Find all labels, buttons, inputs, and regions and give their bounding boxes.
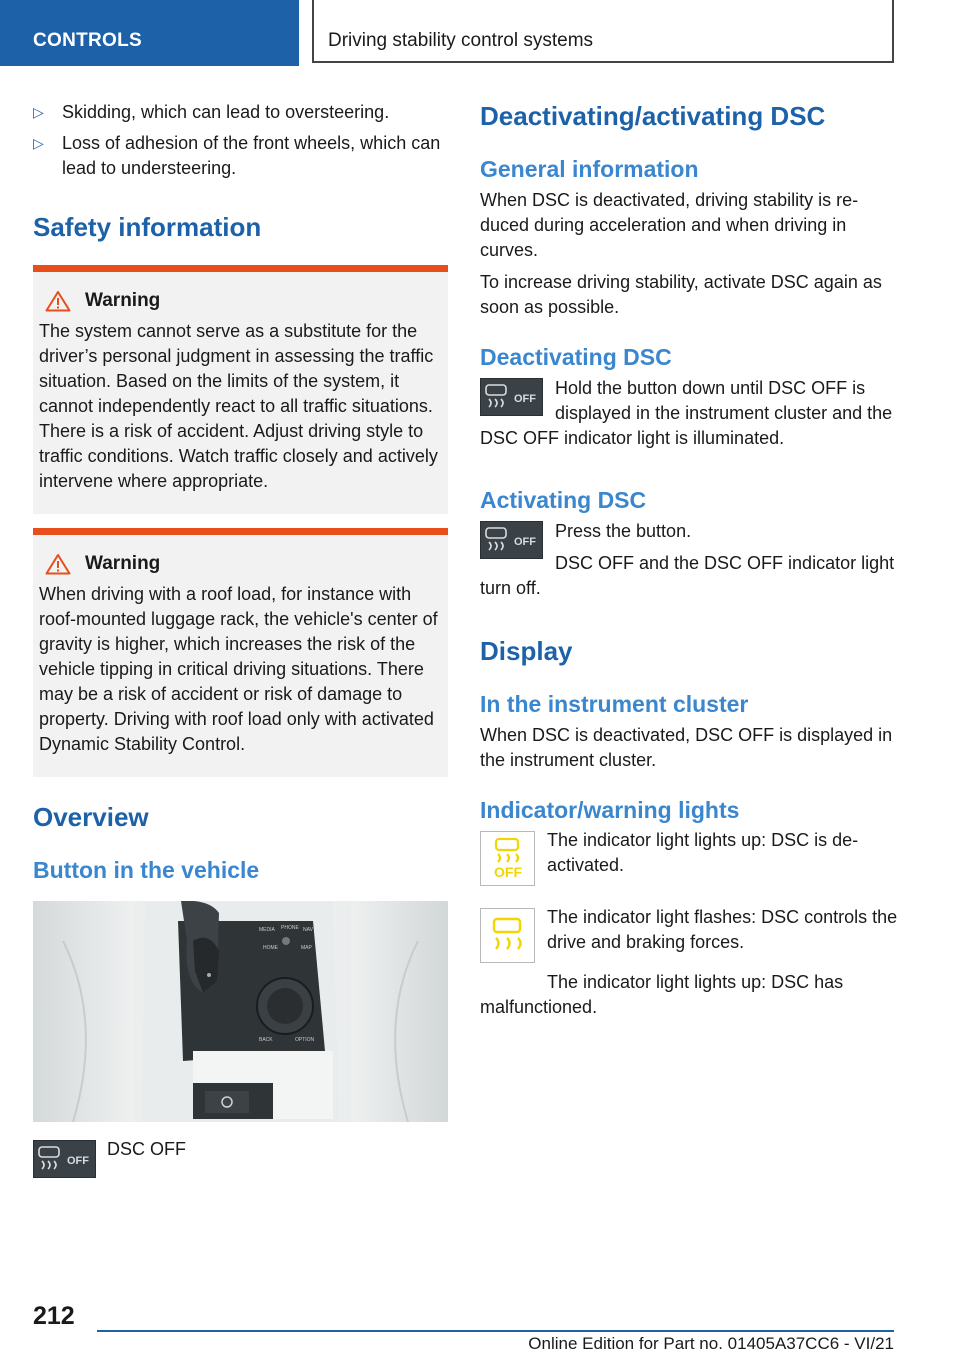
deactivating-activating-dsc-heading: Deactivating/activating DSC bbox=[480, 101, 826, 131]
page-number: 212 bbox=[33, 1302, 75, 1330]
option-button-label: OPTION bbox=[295, 1037, 315, 1043]
warning-triangle-icon bbox=[45, 553, 71, 575]
warning-text: When driving with a roof load, for instance with roof-mounted luggage rack, the vehicle's center of gravity is higher, which increases the risk of the vehicle tipping in critical driving situations. There may be a risk of accident or risk of damage to property. Driving with roof load only with activated Dynamic Stability Control. bbox=[39, 584, 438, 754]
back-button-label: BACK bbox=[259, 1037, 273, 1043]
warning-box bbox=[33, 528, 448, 777]
footer-divider bbox=[97, 1330, 894, 1332]
warning-title-row bbox=[39, 290, 442, 312]
dsc-off-icon bbox=[34, 1141, 97, 1179]
bullet-text: Skidding, which can lead to oversteering. bbox=[62, 102, 390, 122]
home-button-label: HOME bbox=[263, 945, 278, 951]
deactivating-dsc-block bbox=[480, 376, 900, 451]
warning-triangle-icon bbox=[45, 290, 71, 312]
list-item bbox=[33, 100, 448, 125]
indicator-description: The indicator light lights up: DSC is deactivated. bbox=[547, 830, 859, 875]
dsc-off-indicator-icon bbox=[481, 832, 534, 885]
general-information-paragraph: When DSC is deactivated, driving stability is reduced during acceleration and when driving in curves. bbox=[480, 190, 859, 260]
header-section-tab bbox=[0, 0, 299, 66]
warning-title: Warning bbox=[85, 290, 161, 311]
button-in-vehicle-heading: Button in the vehicle bbox=[33, 857, 260, 883]
header-chapter-box bbox=[312, 0, 894, 63]
activating-dsc-step: DSC OFF and the DSC OFF indicator light turn off. bbox=[480, 553, 895, 598]
triangle-bullet-icon: ▷ bbox=[33, 135, 44, 151]
off-label: OFF bbox=[514, 536, 536, 548]
warning-title-row bbox=[39, 553, 442, 575]
safety-information-heading: Safety information bbox=[33, 212, 262, 242]
overview-heading: Overview bbox=[33, 802, 149, 832]
bullet-text: Loss of adhesion of the front wheels, which can lead to understeering. bbox=[62, 133, 441, 178]
dsc-off-caption-row bbox=[33, 1140, 448, 1178]
indicator-row-dsc-deactivated bbox=[480, 831, 900, 886]
indicator-descriptions bbox=[547, 905, 900, 955]
warning-text: The system cannot serve as a substitute for the driver’s personal judgment in assessing the traffic situation. Based on the limits of the system, it cannot independently react to all traffic situations. There is a risk of accident. Adjust driving style to traffic conditions. Watch traffic closely and actively intervene where appropriate. bbox=[39, 321, 438, 491]
dsc-off-button-icon bbox=[480, 521, 543, 559]
dsc-indicator-icon bbox=[481, 909, 534, 962]
dsc-off-button-icon bbox=[33, 1140, 96, 1178]
deactivating-dsc-heading: Deactivating DSC bbox=[480, 344, 672, 370]
dsc-off-caption: DSC OFF bbox=[107, 1139, 186, 1159]
dsc-off-icon bbox=[481, 379, 544, 417]
indicator-description: The indicator light lights up: DSC has malfunctioned. bbox=[480, 972, 844, 1017]
dsc-indicator-light-icon bbox=[480, 908, 535, 963]
left-column bbox=[33, 100, 448, 1178]
footer-edition: Online Edition for Part no. 01405A37CC6 - VI/21 bbox=[528, 1334, 894, 1353]
list-item bbox=[33, 131, 448, 181]
indicator-row-dsc-active bbox=[480, 908, 900, 963]
header-chapter-label: Driving stability control systems bbox=[328, 30, 594, 51]
center-console-illustration bbox=[33, 901, 448, 1122]
dsc-off-icon bbox=[481, 522, 544, 560]
dsc-off-button-icon bbox=[480, 378, 543, 416]
instrument-cluster-text: When DSC is deactivated, DSC OFF is displayed in the instrument cluster. bbox=[480, 725, 893, 770]
general-information-heading: General information bbox=[480, 156, 699, 182]
media-button-label: MEDIA bbox=[259, 927, 275, 933]
map-button-label: MAP bbox=[301, 945, 312, 951]
right-column bbox=[480, 100, 900, 1020]
warning-box bbox=[33, 265, 448, 514]
warning-title: Warning bbox=[85, 553, 161, 574]
center-console-photo bbox=[33, 901, 448, 1122]
indicator-warning-lights-heading: Indicator/warning lights bbox=[480, 797, 740, 823]
off-label: OFF bbox=[514, 393, 536, 405]
general-information-paragraph: To increase driving stability, activate DSC again as soon as possible. bbox=[480, 272, 882, 317]
indicator-description: The indicator light flashes: DSC controls the drive and braking forces. bbox=[547, 907, 898, 952]
display-heading: Display bbox=[480, 636, 573, 666]
instrument-cluster-heading: In the instrument cluster bbox=[480, 691, 749, 717]
header-section-label: CONTROLS bbox=[33, 30, 143, 51]
activating-dsc-block bbox=[480, 519, 900, 601]
deactivating-dsc-text: Hold the button down until DSC OFF is displayed in the instrument cluster and the DSC OFF indicator light is illuminated. bbox=[480, 378, 893, 448]
phone-button-label: PHONE bbox=[281, 925, 299, 931]
activating-dsc-heading: Activating DSC bbox=[480, 487, 647, 513]
triangle-bullet-icon: ▷ bbox=[33, 104, 44, 120]
off-label: OFF bbox=[67, 1155, 89, 1167]
off-label: OFF bbox=[494, 864, 522, 880]
nav-button-label: NAV bbox=[303, 927, 313, 933]
activating-dsc-step: Press the button. bbox=[555, 521, 692, 541]
dsc-off-indicator-light-icon bbox=[480, 831, 535, 886]
